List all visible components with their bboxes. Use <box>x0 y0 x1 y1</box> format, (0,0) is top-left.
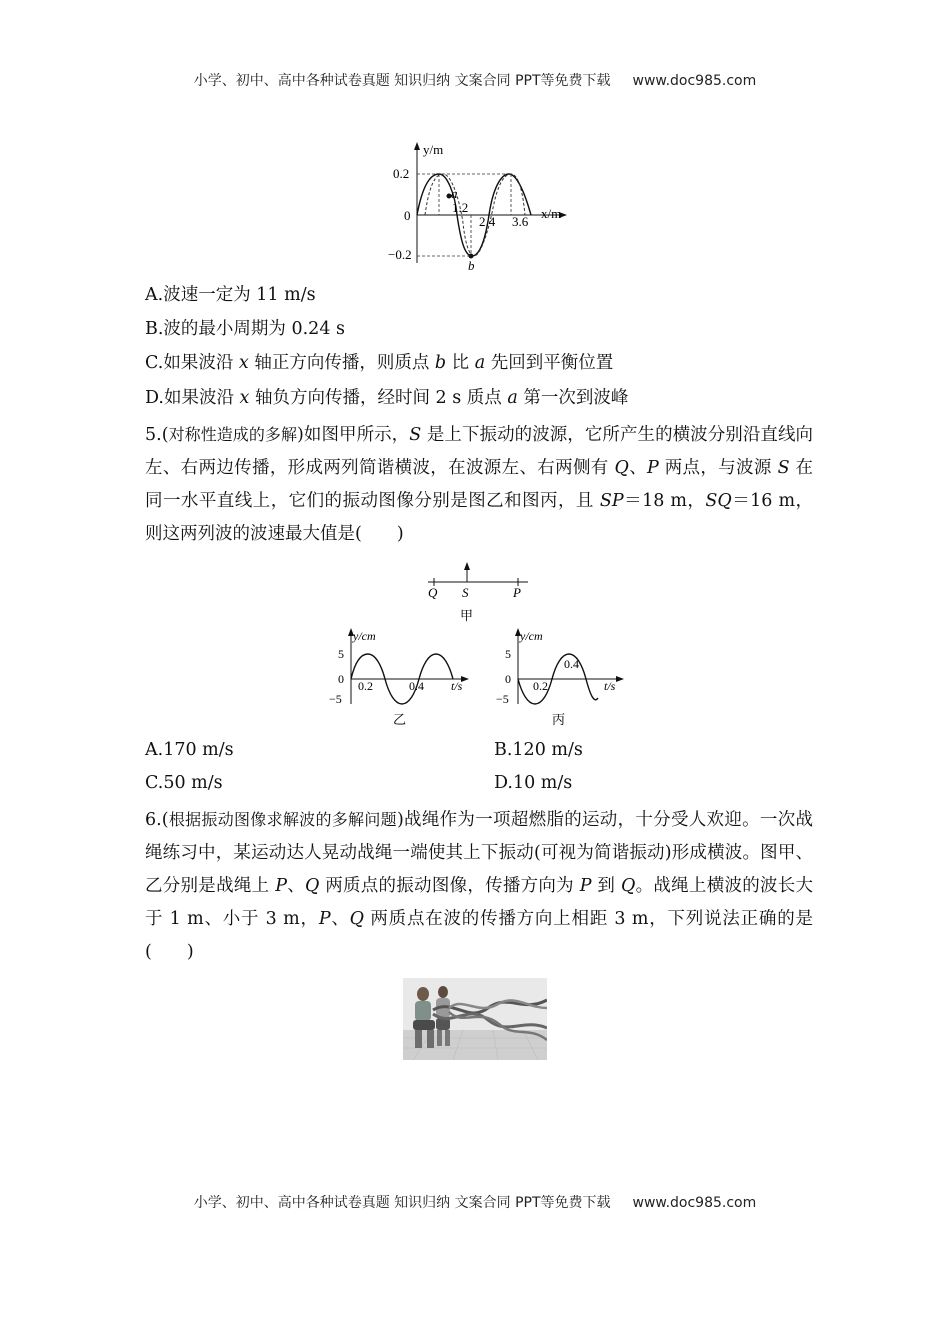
bing-x-label: t/s <box>604 679 616 693</box>
x-tick-1-2: 1.2 <box>452 200 469 215</box>
header-text: 小学、初中、高中各种试卷真题 知识归纳 文案合同 PPT等免费下载 <box>193 73 611 89</box>
q5-option-d: D.10 m/s <box>494 773 573 793</box>
page-footer <box>0 1192 950 1212</box>
bing-tick-0-4: 0.4 <box>564 657 579 671</box>
bing-y-pos: 5 <box>505 647 511 661</box>
figure-bing <box>492 624 642 730</box>
q4-option-c: C.如果波沿 x 轴正方向传播，则质点 b 比 a 先回到平衡位置 <box>145 353 614 373</box>
question-5: 5.(对称性造成的多解)如图甲所示，S 是上下振动的波源，它所产生的横波分别沿直线向左、右两边传播，形成两列简谐横波，在波源左、右两侧有 Q、P 两点，与波源 S 在同一水平直线上，它们的振动图像分别是图乙和图丙，且 SP＝18 m，SQ＝16 m，则这两列波的波速最大值是( ) <box>145 425 814 544</box>
yi-y-pos: 5 <box>338 647 344 661</box>
x-tick-3-6: 3.6 <box>512 214 529 229</box>
yi-x-label: t/s <box>451 679 463 693</box>
page-header <box>0 70 950 90</box>
figure-yi <box>325 624 475 730</box>
jia-caption: 甲 <box>460 608 474 623</box>
battle-rope-photo <box>403 978 547 1060</box>
point-a-label: a <box>451 186 458 201</box>
jia-label-q: Q <box>428 585 438 600</box>
y-tick-bottom: −0.2 <box>388 247 412 262</box>
q5-option-b: B.120 m/s <box>494 740 583 760</box>
y-tick-top: 0.2 <box>393 166 410 181</box>
jia-label-p: P <box>513 585 521 600</box>
y-axis-label: y/m <box>423 142 444 157</box>
q4-option-b: B.波的最小周期为 0.24 s <box>145 319 345 339</box>
yi-tick-0-2: 0.2 <box>358 679 373 693</box>
x-axis-label: x/m <box>541 206 562 221</box>
origin-label: 0 <box>404 208 411 223</box>
header-url[interactable]: www.doc985.com <box>632 73 757 89</box>
figure-jia <box>420 560 535 626</box>
q5-tag: 对称性造成的多解 <box>168 425 298 444</box>
x-tick-2-4: 2.4 <box>479 214 496 229</box>
q5-option-a: A.170 m/s <box>145 740 234 760</box>
bing-y-neg: −5 <box>496 692 509 706</box>
bing-origin: 0 <box>505 672 511 686</box>
q6-tag: 根据振动图像求解波的多解问题 <box>168 810 397 829</box>
bing-y-label: y/cm <box>520 629 543 643</box>
yi-y-label: y/cm <box>353 629 376 643</box>
yi-caption: 乙 <box>393 712 407 727</box>
yi-y-neg: −5 <box>329 692 342 706</box>
q4-option-a: A.波速一定为 11 m/s <box>145 285 316 305</box>
question-6: 6.(根据振动图像求解波的多解问题)战绳作为一项超燃脂的运动，十分受人欢迎。一次战绳练习中，某运动达人晃动战绳一端使其上下振动(可视为简谐振动)形成横波。图甲、乙分别是战绳上 P、Q 两质点的振动图像，传播方向为 P 到 Q。战绳上横波的波长大于 1 m、小于 3 m，P、Q 两质点在波的传播方向上相距 3 m，下列说法正确的是( ) <box>145 810 814 962</box>
yi-tick-0-4: 0.4 <box>409 679 424 693</box>
point-b-label: b <box>468 258 475 272</box>
bing-caption: 丙 <box>552 712 566 727</box>
wave-graph-q4 <box>385 138 575 272</box>
footer-url[interactable]: www.doc985.com <box>632 1195 757 1211</box>
q5-option-c: C.50 m/s <box>145 773 223 793</box>
yi-origin: 0 <box>338 672 344 686</box>
bing-tick-0-2: 0.2 <box>533 679 548 693</box>
jia-label-s: S <box>462 585 469 600</box>
q4-option-d: D.如果波沿 x 轴负方向传播，经时间 2 s 质点 a 第一次到波峰 <box>145 388 629 408</box>
footer-text: 小学、初中、高中各种试卷真题 知识归纳 文案合同 PPT等免费下载 <box>193 1195 611 1211</box>
